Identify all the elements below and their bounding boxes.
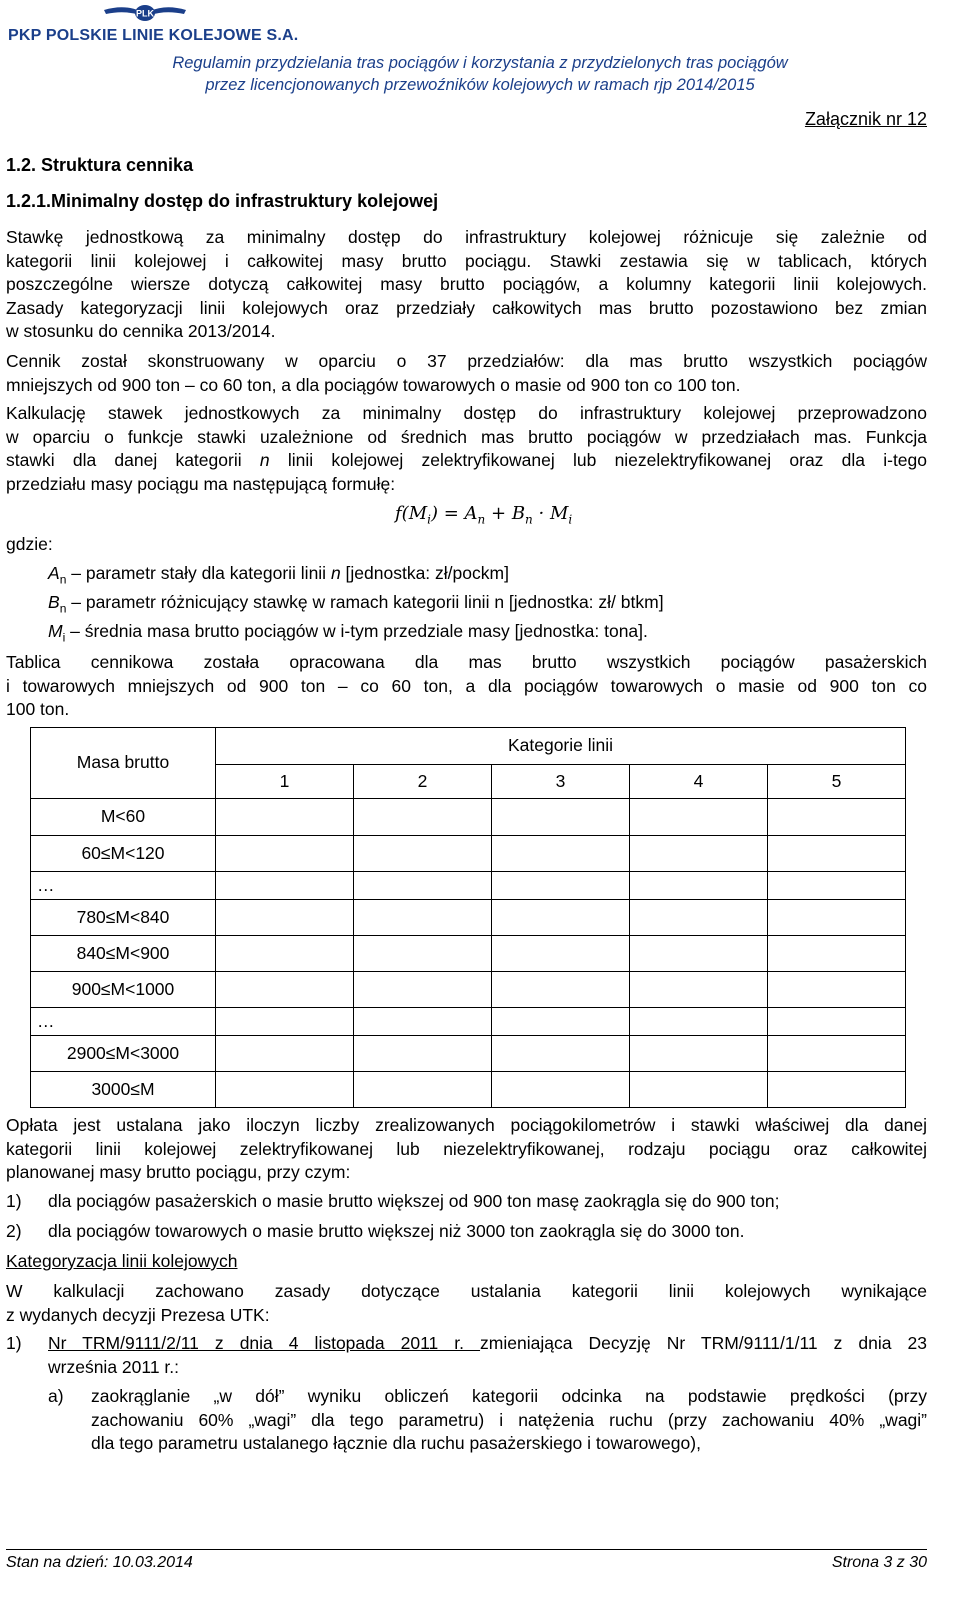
rounding-rules: [6, 1190, 927, 1244]
header-logo: [6, 2, 306, 42]
rule-item: 2) dla pociągów towarowych o masie brutto większej niż 3000 ton zaokrągla się do 3000 ton.: [6, 1221, 745, 1241]
paragraph-5: Opłata jest ustalana jako iloczyn liczby zrealizowanych pociągokilometrów i stawki właściwej dla danej kategorii linii kolejowej zelektryfikowanej lub niezelektryfikowanej, rodzaju pociągu oraz całkowitej planowanej masy brutto pociągu, przy czym:: [6, 1115, 927, 1182]
category-col: 5: [768, 765, 906, 799]
rate-formula: $f(M_i) = A_n + B_n \cdot M_i$: [395, 503, 573, 527]
rule-item: 1) dla pociągów pasażerskich o masie brutto większej od 900 ton masę zaokrągla się do 900 ton;: [6, 1191, 780, 1211]
footer-divider: [6, 1549, 927, 1550]
title-line-1: Regulamin przydzielania tras pociągów i korzystania z przydzielonych tras pociągów: [172, 54, 788, 72]
price-table: [30, 727, 906, 1108]
annex-label: Załącznik nr 12: [804, 109, 927, 129]
paragraph-3: Kalkulację stawek jednostkowych za minimalny dostęp do infrastruktury kolejowej przeprowadzono w oparciu o funkcje stawki uzależnione od średnich mas brutto pociągów w przedziałach mas. Funkcja stawki dla danej kategorii n linii kolejowej zelektryfikowanej lub niezelektryfikowanej oraz dla i-tego przedziału masy pociągu ma następującą formułę:: [6, 403, 927, 494]
table-row: …: [31, 1008, 906, 1036]
paragraph-2: Cennik został skonstruowany w oparciu o 37 przedziałów: dla mas brutto wszystkich pociągów mniejszych od 900 ton – co 60 ton, a dla pociągów towarowych o masie od 900 ton co 100 ton.: [6, 351, 927, 395]
decision-item: 1) Nr TRM/9111/2/11 z dnia 4 listopada 2011 r. zmieniająca Decyzję Nr TRM/9111/1/11 z dnia 23 września 2011 r.:: [6, 1333, 927, 1377]
decision-link[interactable]: Nr TRM/9111/2/11 z dnia 4 listopada 2011 r.: [48, 1333, 481, 1353]
page-number: Strona 3 z 30: [831, 1554, 927, 1571]
paragraph-1: Stawkę jednostkową za minimalny dostęp do infrastruktury kolejowej różnicuje się zależnie od kategorii linii kolejowej i całkowitej masy brutto pociągu. Stawki zestawia się w tablicach, których poszczególne wiersze dotyczą całkowitej masy brutto pociągów, a kolumny kategorii linii kolejowych. Zasady kategoryzacji linii kolejowych oraz przedziały całkowitych mas brutto pozostawiono bez zmian w stosunku do cennika 2013/2014.: [6, 227, 927, 341]
definition-b: $B_n$ – parametr różnicujący stawkę w ramach kategorii linii n [jednostka: zł/ btkm]: [48, 592, 664, 616]
decision-sub-item: a) zaokrąglanie „w dół” wyniku obliczeń kategorii odcinka na podstawie prędkości (przy zachowaniu 60% „wagi” dla tego parametru) i natężenia ruchu (przy zachowaniu 40% „wagi” dla tego parametru ustalanego łącznie dla ruchu pasażerskiego i towarowego),: [48, 1386, 927, 1453]
decision-list: [6, 1332, 927, 1456]
plk-wings-logo-icon: [102, 2, 188, 24]
mass-header: Masa brutto: [31, 728, 216, 799]
table-row: 3000≤M: [31, 1072, 906, 1108]
table-row: 60≤M<120: [31, 836, 906, 872]
kategoryzacja-paragraph: W kalkulacji zachowano zasady dotyczące ustalania kategorii linii kolejowych wynikające z wydanych decyzji Prezesa UTK:: [6, 1281, 927, 1325]
category-col: 1: [216, 765, 354, 799]
document-title: [0, 52, 960, 96]
table-row: 840≤M<900: [31, 936, 906, 972]
subsection-heading: 1.2.1.Minimalny dostęp do infrastruktury kolejowej: [6, 191, 439, 211]
logo-label: PLK: [136, 8, 154, 19]
definition-a: $A_n$ – parametr stały dla kategorii linii n [jednostka: zł/pockm]: [48, 563, 509, 587]
definition-m: $M_i$ – średnia masa brutto pociągów w i-tym przedziale masy [jednostka: tona].: [48, 621, 648, 645]
category-header: Kategorie linii: [216, 728, 906, 765]
paragraph-4: Tablica cennikowa została opracowana dla mas brutto wszystkich pociągów pasażerskich i towarowych mniejszych od 900 ton – co 60 ton, a dla pociągów towarowych o masie od 900 ton co 100 ton.: [6, 652, 927, 719]
category-col: 3: [492, 765, 630, 799]
table-row: 900≤M<1000: [31, 972, 906, 1008]
title-line-2: przez licencjonowanych przewoźników kolejowych w ramach rjp 2014/2015: [205, 76, 755, 94]
table-row: 780≤M<840: [31, 900, 906, 936]
category-col: 4: [630, 765, 768, 799]
footer-date: Stan na dzień: 10.03.2014: [6, 1554, 193, 1571]
company-name: PKP POLSKIE LINIE KOLEJOWE S.A.: [8, 27, 299, 44]
definitions-list: [48, 562, 664, 649]
section-heading: 1.2. Struktura cennika: [6, 155, 194, 175]
category-col: 2: [354, 765, 492, 799]
table-row: 2900≤M<3000: [31, 1036, 906, 1072]
table-row: M<60: [31, 799, 906, 836]
kategoryzacja-heading: Kategoryzacja linii kolejowych: [6, 1251, 238, 1271]
table-row: …: [31, 872, 906, 900]
gdzie-label: gdzie:: [6, 534, 53, 554]
